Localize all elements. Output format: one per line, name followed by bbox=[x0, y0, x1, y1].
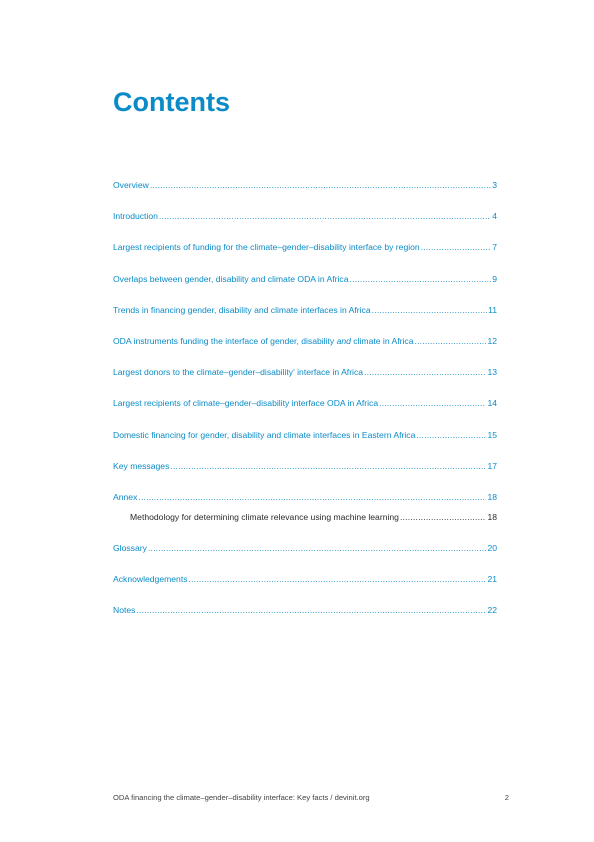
toc-dot-leader bbox=[170, 459, 486, 473]
toc-entry-page: 15 bbox=[487, 429, 497, 440]
toc-dot-leader bbox=[150, 178, 491, 192]
toc-entry-page: 11 bbox=[488, 304, 497, 315]
toc-entry-page: 3 bbox=[492, 180, 497, 190]
footer-text: ODA financing the climate–gender–disability interface: Key facts / devinit.org bbox=[113, 793, 370, 802]
toc-dot-leader bbox=[415, 334, 487, 348]
toc-dot-leader bbox=[148, 541, 487, 555]
toc-dot-leader bbox=[350, 272, 492, 286]
toc-entry-label: Trends in financing gender, disability and climate interfaces in Africa bbox=[113, 304, 371, 315]
page-footer bbox=[113, 793, 509, 802]
toc-dot-leader bbox=[416, 428, 486, 442]
page-title: Contents bbox=[113, 87, 230, 117]
toc-entry-glossary[interactable] bbox=[113, 541, 497, 555]
toc-label-part: ODA instruments funding the interface of gender, disability bbox=[113, 335, 337, 346]
toc-entry-trends[interactable] bbox=[113, 303, 497, 317]
footer-page-number: 2 bbox=[504, 793, 509, 802]
toc-label-part: climate in Africa bbox=[350, 335, 414, 346]
toc-entry-annex[interactable] bbox=[113, 490, 497, 504]
toc-label-italic: and bbox=[336, 335, 351, 346]
toc-entry-methodology[interactable] bbox=[113, 510, 497, 524]
toc-entry-introduction[interactable] bbox=[113, 209, 497, 223]
toc-dot-leader bbox=[159, 209, 491, 223]
toc-entry-oda-instruments[interactable] bbox=[113, 334, 497, 348]
toc-entry-page: 9 bbox=[492, 273, 497, 284]
toc-entry-page: 17 bbox=[487, 460, 497, 471]
toc-entry-overview[interactable] bbox=[113, 178, 497, 192]
toc-entry-label: Notes bbox=[113, 605, 136, 616]
toc-entry-label: Overlaps between gender, disability and climate ODA in Africa bbox=[113, 273, 349, 284]
toc-entry-largest-donors[interactable] bbox=[113, 365, 497, 379]
toc-entry-page: 4 bbox=[492, 211, 497, 222]
toc-entry-page: 14 bbox=[487, 398, 497, 409]
toc-dot-leader bbox=[400, 510, 486, 524]
toc-entry-page: 18 bbox=[487, 491, 497, 502]
toc-entry-overlaps[interactable] bbox=[113, 272, 497, 286]
toc-dot-leader bbox=[136, 603, 486, 617]
toc-dot-leader bbox=[364, 365, 486, 379]
toc-entry-acknowledgements[interactable] bbox=[113, 572, 497, 586]
toc-entry-label: Acknowledgements bbox=[113, 574, 188, 585]
toc-dot-leader bbox=[379, 396, 486, 410]
toc-entry-page: 21 bbox=[487, 574, 497, 585]
toc-entry-label: Largest recipients of funding for the climate–gender–disability interface by region bbox=[113, 242, 420, 253]
toc-entry-page: 13 bbox=[487, 367, 497, 378]
table-of-contents bbox=[113, 178, 497, 635]
toc-entry-label: Glossary bbox=[113, 543, 147, 554]
toc-entry-label: Largest recipients of climate–gender–disability interface ODA in Africa bbox=[113, 398, 379, 409]
toc-entry-domestic-financing[interactable] bbox=[113, 428, 497, 442]
toc-entry-label bbox=[113, 334, 414, 348]
toc-entry-largest-recipients-by-region[interactable] bbox=[113, 240, 497, 254]
toc-entry-label: Overview bbox=[113, 180, 149, 190]
toc-dot-leader bbox=[421, 240, 492, 254]
toc-dot-leader bbox=[189, 572, 487, 586]
toc-dot-leader bbox=[138, 490, 486, 504]
toc-entry-page: 18 bbox=[487, 511, 497, 522]
toc-entry-label: Methodology for determining climate relevance using machine learning bbox=[130, 511, 399, 522]
toc-entry-label: Key messages bbox=[113, 460, 170, 471]
toc-entry-label: Introduction bbox=[113, 211, 158, 222]
toc-entry-label: Largest donors to the climate–gender–disability' interface in Africa bbox=[113, 367, 364, 378]
toc-entry-page: 12 bbox=[487, 335, 497, 346]
toc-entry-page: 7 bbox=[492, 242, 497, 253]
toc-entry-page: 22 bbox=[487, 605, 497, 616]
toc-entry-page: 20 bbox=[487, 543, 497, 554]
toc-entry-notes[interactable] bbox=[113, 603, 497, 617]
toc-entry-largest-recipients-africa[interactable] bbox=[113, 396, 497, 410]
toc-entry-label: Domestic financing for gender, disability and climate interfaces in Eastern Africa bbox=[113, 429, 416, 440]
toc-entry-label: Annex bbox=[113, 491, 138, 502]
toc-entry-key-messages[interactable] bbox=[113, 459, 497, 473]
toc-dot-leader bbox=[372, 303, 487, 317]
